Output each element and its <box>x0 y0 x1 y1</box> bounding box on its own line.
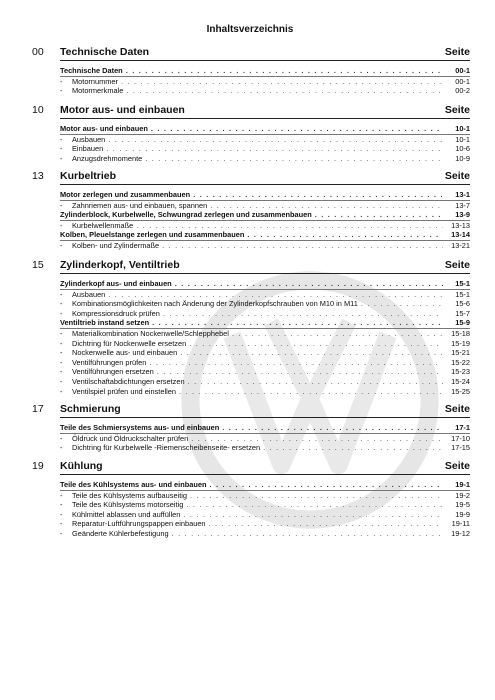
entry-page-number: 13-21 <box>451 240 470 250</box>
toc-entry[interactable] <box>60 241 470 251</box>
dot-leader <box>151 124 443 134</box>
entry-text: Öldruck und Öldruckschalter prüfen <box>72 433 189 443</box>
dot-leader <box>361 299 443 309</box>
entry-page-number: 00-1 <box>455 66 470 75</box>
toc-entry[interactable] <box>60 230 470 241</box>
chapter-section <box>30 104 470 163</box>
chapter-title[interactable]: Zylinderkopf, Ventiltrieb <box>60 259 180 271</box>
document-title: Inhaltsverzeichnis <box>206 24 294 35</box>
entry-text: Kolben- und Zylindermaße <box>72 240 160 250</box>
toc-entry[interactable] <box>60 144 470 154</box>
dot-leader <box>163 309 443 319</box>
heading-rule <box>60 417 470 418</box>
entry-page-number: 15-6 <box>455 299 470 309</box>
seite-label: Seite <box>444 170 470 182</box>
chapter-number: 15 <box>32 259 44 271</box>
entry-bullet: - <box>60 367 63 377</box>
toc-entry[interactable] <box>60 66 470 77</box>
toc-entry[interactable] <box>60 367 470 377</box>
dot-leader <box>315 210 443 220</box>
entry-bullet: - <box>60 220 63 230</box>
entry-bullet: - <box>60 376 63 386</box>
entry-text: Geänderte Kühlerbefestigung <box>72 528 169 538</box>
entry-text: Ventilführungen ersetzen <box>72 367 154 377</box>
dot-leader <box>180 348 443 358</box>
entry-page-number: 15-25 <box>451 386 470 396</box>
entry-page-number: 13-13 <box>451 220 470 230</box>
dot-leader <box>136 221 443 231</box>
toc-entry[interactable] <box>60 86 470 96</box>
toc-entry[interactable] <box>60 529 470 539</box>
dot-leader <box>108 290 443 300</box>
toc-entry[interactable] <box>60 519 470 529</box>
dot-leader <box>191 434 443 444</box>
dot-leader <box>193 190 443 200</box>
heading-rule <box>60 60 470 61</box>
entry-text: Ventiltrieb instand setzen <box>60 318 150 328</box>
toc-entry[interactable] <box>60 124 470 135</box>
entry-bullet: - <box>60 200 63 210</box>
entry-text: Motornummer <box>72 76 118 86</box>
dot-leader <box>179 387 443 397</box>
chapter-heading <box>30 170 470 186</box>
entry-bullet: - <box>60 348 63 358</box>
toc-entry[interactable] <box>60 154 470 164</box>
entry-bullet: - <box>60 289 63 299</box>
toc-entry[interactable] <box>60 329 470 339</box>
entry-text: Motor aus- und einbauen <box>60 124 148 133</box>
heading-rule <box>60 184 470 185</box>
toc-entry[interactable] <box>60 190 470 201</box>
dot-leader <box>126 86 443 96</box>
entry-list <box>30 190 470 251</box>
toc-entry[interactable] <box>60 348 470 358</box>
entry-page-number: 15-9 <box>455 318 470 328</box>
entry-bullet: - <box>60 338 63 348</box>
toc-entry[interactable] <box>60 387 470 397</box>
dot-leader <box>209 519 443 529</box>
entry-text: Ausbauen <box>72 289 106 299</box>
entry-page-number: 10-1 <box>455 124 470 133</box>
entry-bullet: - <box>60 509 63 519</box>
dot-leader <box>157 367 443 377</box>
entry-page-number: 00-2 <box>455 86 470 96</box>
entry-text: Dichtring für Kurbelwelle -Riemenscheibenseite- ersetzen <box>72 443 261 453</box>
toc-entry[interactable] <box>60 309 470 319</box>
entry-text: Kurbelwellenmaße <box>72 220 134 230</box>
entry-bullet: - <box>60 86 63 96</box>
entry-list <box>30 279 470 396</box>
entry-list <box>30 124 470 163</box>
entry-bullet: - <box>60 299 63 309</box>
dot-leader <box>106 144 443 154</box>
toc-entry[interactable] <box>60 510 470 520</box>
entry-page-number: 13-1 <box>455 190 470 199</box>
entry-bullet: - <box>60 357 63 367</box>
entry-page-number: 13-14 <box>451 230 470 240</box>
toc-entry[interactable] <box>60 201 470 211</box>
dot-leader <box>172 529 443 539</box>
dot-leader <box>121 77 443 87</box>
dot-leader <box>183 510 443 520</box>
entry-bullet: - <box>60 490 63 500</box>
entry-page-number: 15-24 <box>451 376 470 386</box>
entry-text: Einbauen <box>72 144 104 154</box>
entry-bullet: - <box>60 386 63 396</box>
entry-page-number: 15-1 <box>455 279 470 288</box>
chapter-number: 00 <box>32 46 44 58</box>
toc-entry[interactable] <box>60 500 470 510</box>
entry-text: Ventilführungen prüfen <box>72 357 147 367</box>
chapter-title[interactable]: Motor aus- und einbauen <box>60 104 185 116</box>
dot-leader <box>149 358 443 368</box>
entry-page-number: 19-1 <box>455 480 470 489</box>
entry-page-number: 17-1 <box>455 423 470 432</box>
seite-label: Seite <box>444 104 470 116</box>
chapter-title[interactable]: Kurbeltrieb <box>60 170 117 182</box>
toc-entry[interactable] <box>60 434 470 444</box>
entry-page-number: 15-22 <box>451 357 470 367</box>
entry-page-number: 19-11 <box>451 519 470 529</box>
toc-page <box>30 0 470 700</box>
entry-list <box>30 423 470 453</box>
entry-text: Anzugsdrehmomente <box>72 153 143 163</box>
chapter-number: 17 <box>32 403 44 415</box>
toc-entry[interactable] <box>60 221 470 231</box>
toc-entry[interactable] <box>60 279 470 290</box>
heading-rule <box>60 273 470 274</box>
entry-bullet: - <box>60 308 63 318</box>
toc-entry[interactable] <box>60 77 470 87</box>
entry-page-number: 15-19 <box>451 338 470 348</box>
entry-page-number: 19-9 <box>455 509 470 519</box>
entry-bullet: - <box>60 240 63 250</box>
chapter-title[interactable]: Technische Daten <box>60 46 150 58</box>
entry-text: Teile des Kühlsystems motorseitig <box>72 500 184 510</box>
dot-leader <box>190 491 443 501</box>
heading-rule <box>60 474 470 475</box>
entry-text: Zylinderkopf aus- und einbauen <box>60 279 172 288</box>
entry-bullet: - <box>60 76 63 86</box>
dot-leader <box>189 339 443 349</box>
entry-bullet: - <box>60 328 63 338</box>
heading-rule <box>60 118 470 119</box>
entry-page-number: 19-5 <box>455 500 470 510</box>
entry-bullet: - <box>60 433 63 443</box>
dot-leader <box>222 423 443 433</box>
dot-leader <box>145 154 443 164</box>
toc-entry[interactable] <box>60 480 470 491</box>
toc-entry[interactable] <box>60 377 470 387</box>
chapter-title[interactable]: Schmierung <box>60 403 121 415</box>
entry-page-number: 15-18 <box>451 328 470 338</box>
entry-bullet: - <box>60 144 63 154</box>
entry-text: Zahnriemen aus- und einbauen, spannen <box>72 200 208 210</box>
entry-page-number: 10-9 <box>455 153 470 163</box>
dot-leader <box>210 201 443 211</box>
chapter-section <box>30 403 470 453</box>
seite-label: Seite <box>444 259 470 271</box>
entry-text: Motor zerlegen und zusammenbauen <box>60 190 191 199</box>
dot-leader <box>162 241 443 251</box>
toc-entry[interactable] <box>60 318 470 329</box>
entry-bullet: - <box>60 443 63 453</box>
entry-text: Teile des Schmiersystems aus- und einbauen <box>60 423 220 432</box>
entry-text: Materialkombination Nockenwelle/Schlepphebel <box>72 328 229 338</box>
entry-text: Zylinderblock, Kurbelwelle, Schwungrad zerlegen und zusammenbauen <box>60 210 312 220</box>
entry-page-number: 19-2 <box>455 490 470 500</box>
toc-entry[interactable] <box>60 339 470 349</box>
entry-text: Reparatur-Luftführungspappen einbauen <box>72 519 206 529</box>
entry-text: Teile des Kühlsystems aufbauseitig <box>72 490 188 500</box>
entry-page-number: 17-10 <box>451 433 470 443</box>
toc-entry[interactable] <box>60 443 470 453</box>
chapter-heading <box>30 259 470 275</box>
entry-page-number: 17-15 <box>451 443 470 453</box>
toc-entry[interactable] <box>60 290 470 300</box>
entry-text: Dichtring für Nockenwelle ersetzen <box>72 338 187 348</box>
entry-text: Kompressionsdruck prüfen <box>72 308 160 318</box>
chapter-heading <box>30 104 470 120</box>
dot-leader <box>232 329 443 339</box>
seite-label: Seite <box>444 460 470 472</box>
entry-bullet: - <box>60 153 63 163</box>
entry-text: Kühlmittel ablassen und auffüllen <box>72 509 181 519</box>
dot-leader <box>126 66 443 76</box>
dot-leader <box>186 500 443 510</box>
dot-leader <box>175 279 443 289</box>
toc-entry[interactable] <box>60 358 470 368</box>
entry-page-number: 00-1 <box>455 76 470 86</box>
chapter-number: 10 <box>32 104 44 116</box>
dot-leader <box>247 230 443 240</box>
entry-text: Nockenwelle aus- und einbauen <box>72 348 178 358</box>
entry-page-number: 10-6 <box>455 144 470 154</box>
dot-leader <box>188 377 443 387</box>
entry-list <box>30 66 470 96</box>
dot-leader <box>108 135 443 145</box>
entry-text: Ventilspiel prüfen und einstellen <box>72 386 176 396</box>
toc-entry[interactable] <box>60 135 470 145</box>
entry-page-number: 13-9 <box>455 210 470 220</box>
dot-leader <box>152 318 443 328</box>
entry-bullet: - <box>60 134 63 144</box>
chapter-section <box>30 170 470 251</box>
entry-page-number: 13-7 <box>455 200 470 210</box>
entry-text: Kolben, Pleuelstange zerlegen und zusammenbauen <box>60 230 245 240</box>
chapter-title[interactable]: Kühlung <box>60 460 103 472</box>
chapter-heading <box>30 403 470 419</box>
entry-page-number: 15-21 <box>451 348 470 358</box>
entry-page-number: 15-7 <box>455 308 470 318</box>
entry-list <box>30 480 470 539</box>
chapter-section <box>30 460 470 539</box>
toc-entry[interactable] <box>60 210 470 221</box>
entry-page-number: 10-1 <box>455 134 470 144</box>
toc-entry[interactable] <box>60 491 470 501</box>
toc-entry[interactable] <box>60 299 470 309</box>
entry-text: Ausbauen <box>72 134 106 144</box>
entry-page-number: 15-1 <box>455 289 470 299</box>
dot-leader <box>263 443 443 453</box>
dot-leader <box>209 480 443 490</box>
chapter-heading <box>30 46 470 62</box>
entry-text: Ventilschaftabdichtungen ersetzen <box>72 376 185 386</box>
entry-text: Motormerkmale <box>72 86 124 96</box>
entry-bullet: - <box>60 519 63 529</box>
entry-bullet: - <box>60 528 63 538</box>
entry-text: Kombinationsmöglichkeiten nach Änderung der Zylinderkopfschrauben von M10 in M11 <box>72 299 358 309</box>
entry-page-number: 15-23 <box>451 367 470 377</box>
chapter-section <box>30 259 470 396</box>
chapter-section <box>30 46 470 96</box>
entry-text: Technische Daten <box>60 66 123 75</box>
seite-label: Seite <box>444 403 470 415</box>
chapter-number: 13 <box>32 170 44 182</box>
entry-bullet: - <box>60 500 63 510</box>
entry-page-number: 19-12 <box>451 528 470 538</box>
chapter-number: 19 <box>32 460 44 472</box>
entry-text: Teile des Kühlsystems aus- und einbauen <box>60 480 207 489</box>
toc-entry[interactable] <box>60 423 470 434</box>
seite-label: Seite <box>444 46 470 58</box>
chapter-heading <box>30 460 470 476</box>
